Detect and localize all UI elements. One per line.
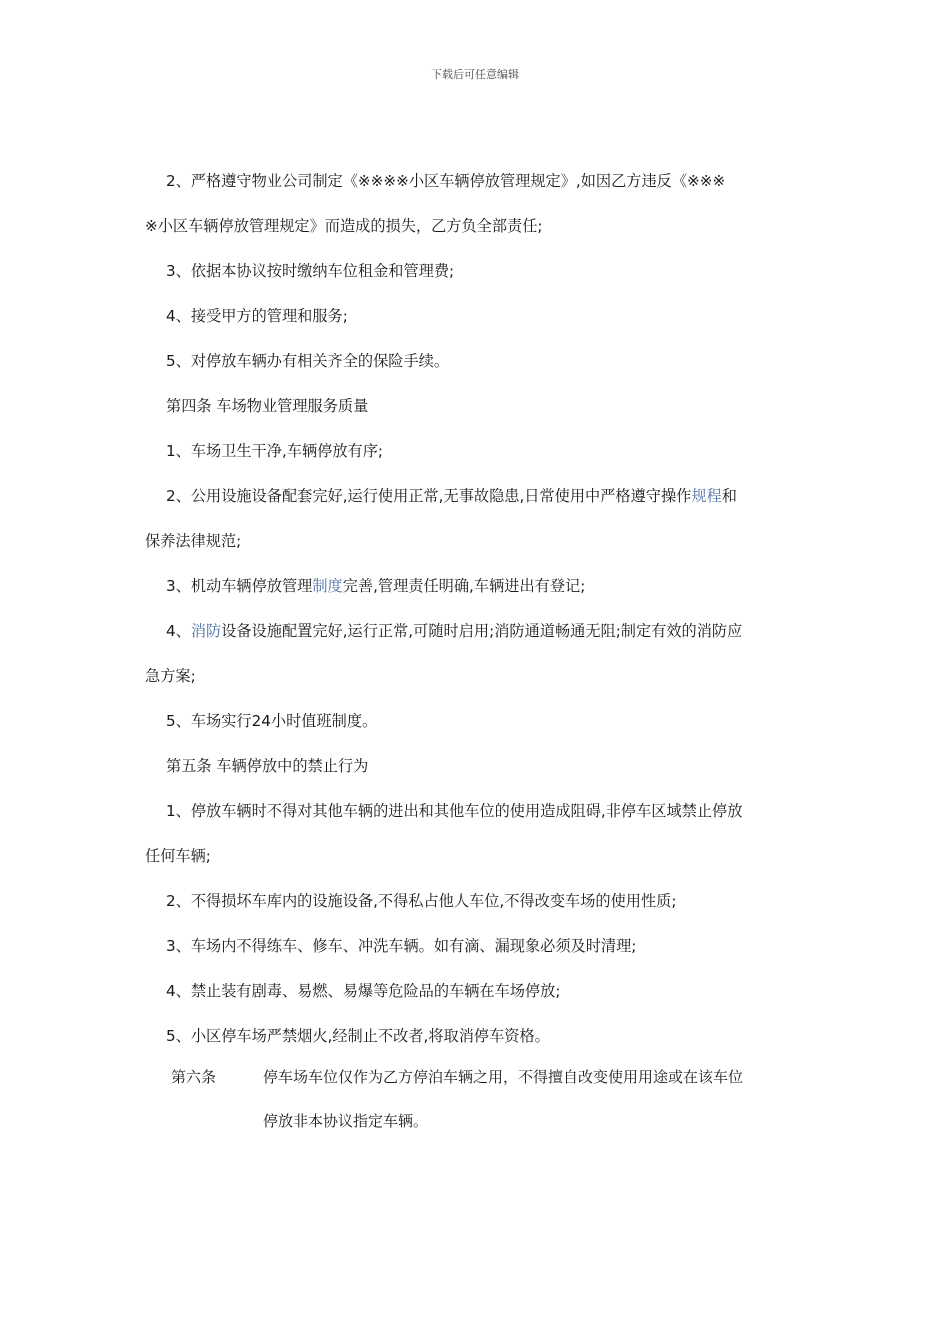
text-segment: 和 [721, 487, 737, 505]
clause-3-item-4: 4、接受甲方的管理和服务; [166, 307, 348, 325]
fire-safety-link[interactable]: 消防 [190, 622, 222, 640]
article-4-item-4-line-1 [166, 620, 742, 642]
text-segment: 2、公用设施设备配套完好,运行使用正常,无事故隐患,日常使用中严格遵守操作 [166, 487, 692, 505]
text-segment: 设备设施配置完好,运行正常,可随时启用;消防通道畅通无阻;制定有效的消防应 [221, 622, 743, 640]
text-segment: 4、 [166, 622, 191, 640]
article-5-item-2: 2、不得损坏车库内的设施设备,不得私占他人车位,不得改变车场的使用性质; [166, 892, 677, 910]
clause-3-item-5: 5、对停放车辆办有相关齐全的保险手续。 [166, 352, 450, 370]
text-segment: 3、机动车辆停放管理 [166, 577, 313, 595]
article-6-line-1: 停车场车位仅作为乙方停泊车辆之用，不得擅自改变使用用途或在该车位 [263, 1068, 744, 1086]
clause-3-item-2-line-1: 2、严格遵守物业公司制定《※※※※小区车辆停放管理规定》,如因乙方违反《※※※ [166, 172, 726, 190]
article-5-heading: 第五条 车辆停放中的禁止行为 [166, 757, 369, 775]
article-6-label: 第六条 [171, 1068, 217, 1086]
article-4-item-2-line-1 [166, 485, 737, 507]
article-5-item-1-line-1: 1、停放车辆时不得对其他车辆的进出和其他车位的使用造成阻碍,非停车区域禁止停放 [166, 802, 743, 820]
article-4-item-1: 1、车场卫生干净,车辆停放有序; [166, 442, 384, 460]
article-5-item-3: 3、车场内不得练车、修车、冲洗车辆。如有滴、漏现象必须及时清理; [166, 937, 637, 955]
article-4-item-5: 5、车场实行24小时值班制度。 [166, 712, 378, 730]
article-5-item-4: 4、禁止装有剧毒、易燃、易爆等危险品的车辆在车场停放; [166, 982, 561, 1000]
text-segment: 完善,管理责任明确,车辆进出有登记; [342, 577, 586, 595]
clause-3-item-2-line-2: ※小区车辆停放管理规定》而造成的损失，乙方负全部责任; [145, 217, 543, 235]
page-header: 下载后可任意编辑 [431, 68, 519, 81]
article-4-item-3 [166, 575, 585, 597]
article-5-item-5: 5、小区停车场严禁烟火,经制止不改者,将取消停车资格。 [166, 1027, 550, 1045]
article-4-heading: 第四条 车场物业管理服务质量 [166, 397, 369, 415]
guideline-link[interactable]: 规程 [691, 487, 722, 505]
system-link[interactable]: 制度 [312, 577, 343, 595]
clause-3-item-3: 3、依据本协议按时缴纳车位租金和管理费; [166, 262, 455, 280]
article-5-item-1-line-2: 任何车辆; [145, 847, 211, 865]
article-4-item-2-line-2: 保养法律规范; [145, 532, 242, 550]
article-6-line-2: 停放非本协议指定车辆。 [263, 1112, 429, 1130]
article-4-item-4-line-2: 急方案; [145, 667, 196, 685]
